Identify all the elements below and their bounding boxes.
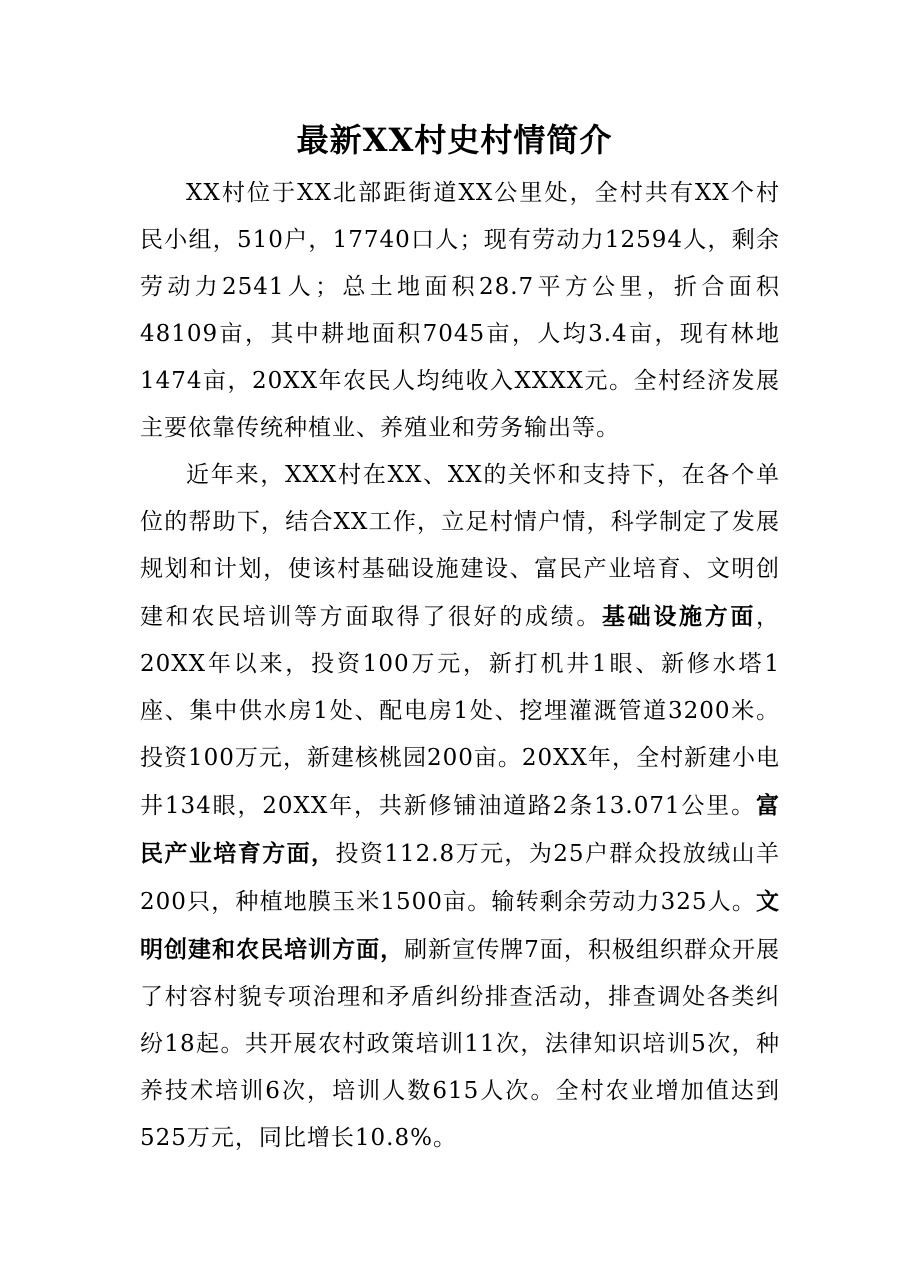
document-title: 最新XX村史村情简介 (296, 121, 613, 159)
text-infrastructure: ，20XX年以来，投资100万元，新打机井1眼、新修水塔1座、集中供水房1处、配电房1处、挖埋灌溉管道3200米。投资100万元，新建核桃园200亩。20XX年，全村新建小电井134眼，20XX年，共新修铺油道路2条13.071公里。 (140, 604, 781, 819)
text-civilization: 刷新宣传牌7面，积极组织群众开展了村容村貌专项治理和矛盾纠纷排查活动，排查调处各类纠纷18起。共开展农村政策培训11次，法律知识培训5次，种养技术培训6次，培训人数615人次。全村农业增加值达到525万元，同比增长10.8%。 (140, 937, 780, 1151)
paragraph-achievements (140, 452, 780, 1162)
achievements-intro: 近年来，XXX村在XX、XX的关怀和支持下，在各个单位的帮助下，结合XX工作，立足村情户情，科学制定了发展规划和计划，使该村基础设施建设、富民产业培育、文明创建和农民培训等方面取得了很好的成绩。 (140, 462, 780, 630)
heading-infrastructure: 基础设施方面 (602, 603, 757, 630)
text-industry: 投资112.8万元，为25户群众投放绒山羊200只，种植地膜玉米1500亩。输转剩余劳动力325人。 (140, 841, 780, 915)
paragraph-village-overview: XX村位于XX北部距街道XX公里处，全村共有XX个村民小组，510户，17740口人；现有劳动力12594人，剩余劳动力2541人；总土地面积28.7平方公里，折合面积48109亩，其中耕地面积7045亩，人均3.4亩，现有林地1474亩，20XX年农民人均纯收入XXXX元。全村经济发展主要依靠传统种植业、养殖业和劳务输出等。 (140, 180, 780, 441)
heading-civilization: 文明创建和农民培训方面， (140, 888, 780, 963)
document-body (140, 170, 780, 1162)
heading-industry: 富民产业培育方面， (140, 792, 780, 867)
